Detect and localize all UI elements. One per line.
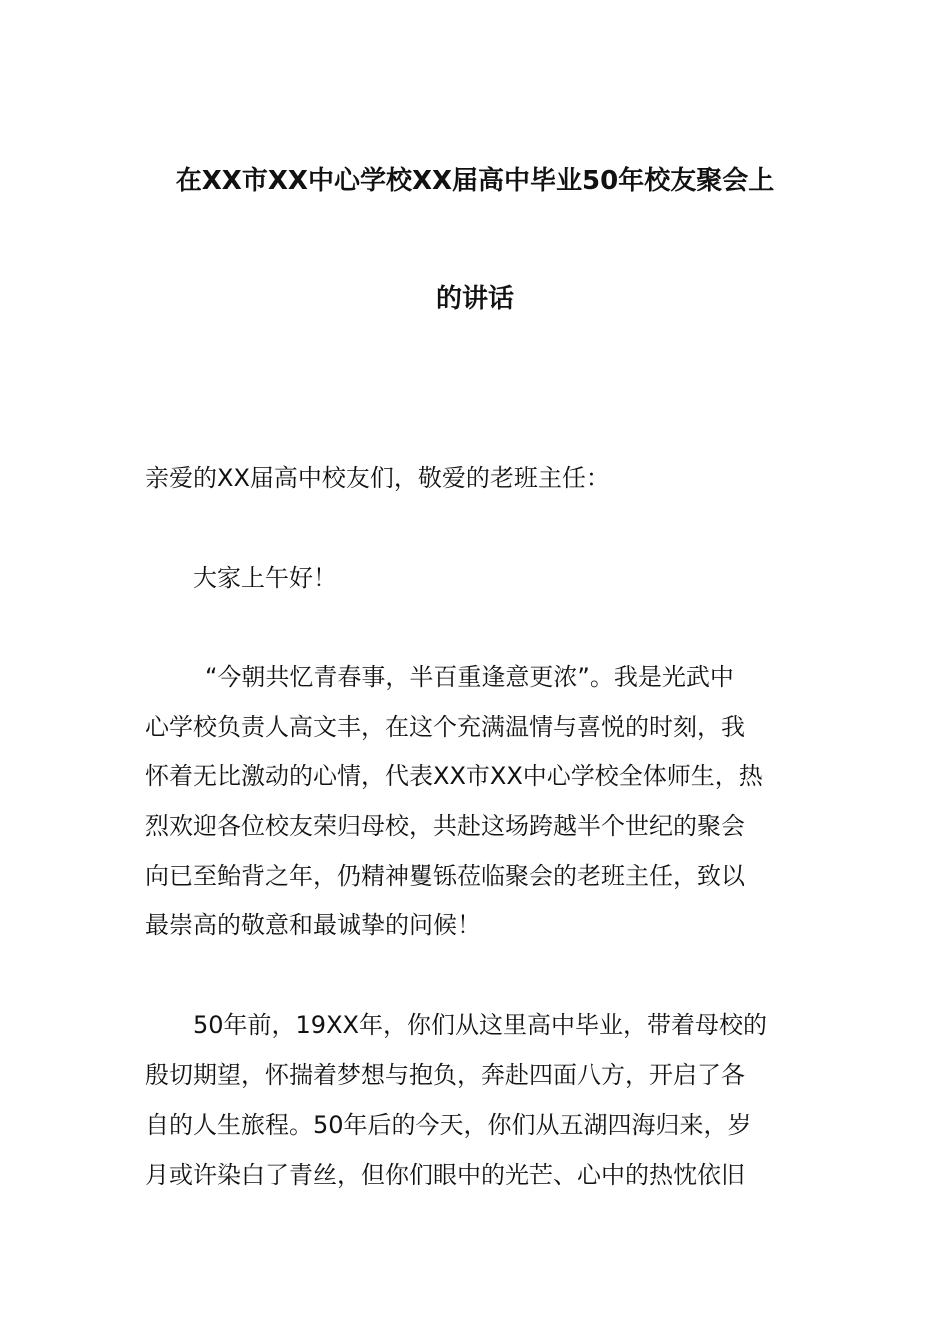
paragraph-1-line: 向已至鲐背之年，仍精神矍铄莅临聚会的老班主任，致以	[145, 862, 745, 890]
paragraph-1-line: “今朝共忆青春事，半百重逢意更浓”。我是光武中	[205, 663, 734, 691]
paragraph-1-line: 烈欢迎各位校友荣归母校，共赴这场跨越半个世纪的聚会	[145, 812, 745, 840]
salutation: 亲爱的XX届高中校友们，敬爱的老班主任：	[145, 464, 610, 492]
paragraph-1-line: 最崇高的敬意和最诚挚的问候！	[145, 911, 481, 939]
paragraph-2-line: 50年前，19XX年，你们从这里高中毕业，带着母校的	[193, 1011, 767, 1039]
paragraph-1-line: 怀着无比激动的心情，代表XX市XX中心学校全体师生，热	[145, 762, 763, 790]
paragraph-1-line: 心学校负责人高文丰，在这个充满温情与喜悦的时刻，我	[145, 713, 745, 741]
document-title-line-1: 在XX市XX中心学校XX届高中毕业50年校友聚会上	[175, 166, 775, 196]
paragraph-2-line: 自的人生旅程。50年后的今天，你们从五湖四海归来，岁	[145, 1111, 752, 1139]
document-title-line-2: 的讲话	[435, 284, 514, 314]
paragraph-2-line: 月或许染白了青丝，但你们眼中的光芒、心中的热忱依旧	[145, 1161, 745, 1189]
paragraph-2-line: 殷切期望，怀揣着梦想与抱负，奔赴四面八方，开启了各	[145, 1061, 745, 1089]
greeting: 大家上午好！	[193, 564, 337, 592]
